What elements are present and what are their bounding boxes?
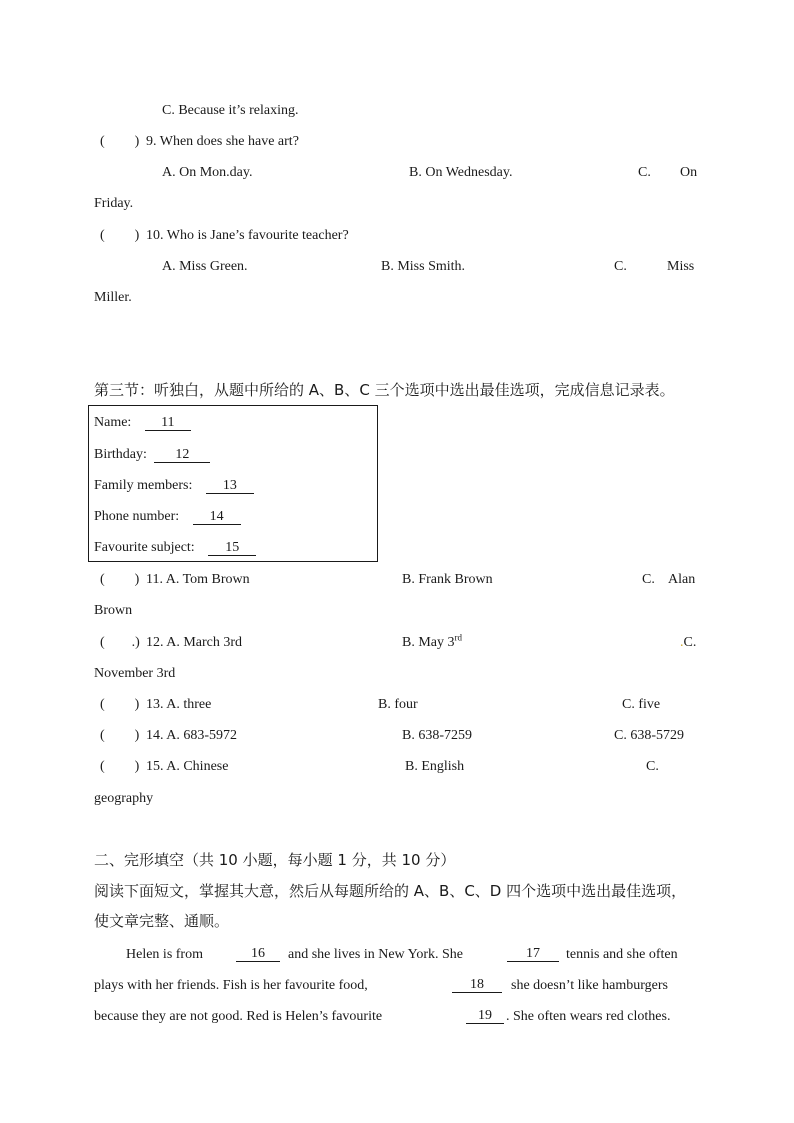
q15-option-b: B. English <box>405 759 465 774</box>
q13-stem: 13. A. three <box>146 697 212 712</box>
q9-option-a: A. On Mon.day. <box>162 165 253 180</box>
info-row-phone-number: Phone number: 14 <box>94 508 241 526</box>
part2-instruction-line2: 使文章完整、通顺。 <box>94 912 230 930</box>
info-row-birthday: Birthday: 12 <box>94 446 210 464</box>
q13-option-b: B. four <box>378 697 418 712</box>
q12-answer-paren[interactable]: ( .) <box>100 635 140 650</box>
blank-13[interactable]: 13 <box>206 478 254 494</box>
info-row-name: Name: 11 <box>94 414 191 432</box>
part2-instruction-line1: 阅读下面短文，掌握其大意，然后从每题所给的 A、B、C、D 四个选项中选出最佳选项， <box>94 882 687 900</box>
q15-option-c-letter: C. <box>646 759 659 774</box>
q10-option-c-word: Miss <box>667 259 695 274</box>
passage-line3-b: . She often wears red clothes. <box>506 1009 671 1024</box>
q14-stem: 14. A. 683-5972 <box>146 728 237 743</box>
q9-stem-line <box>100 133 299 151</box>
q12-option-c-wrap: November 3rd <box>94 666 176 681</box>
q11-stem: 11. A. Tom Brown <box>146 572 250 587</box>
stray-dot-mark: . <box>680 635 684 650</box>
q15-stem: 15. A. Chinese <box>146 759 229 774</box>
q13-stem-line <box>100 696 211 714</box>
q14-option-b: B. 638-7259 <box>402 728 472 743</box>
passage-line1-b: and she lives in New York. She <box>288 947 463 962</box>
q11-option-c-wrap: Brown <box>94 603 133 618</box>
q10-option-c-wrap: Miller. <box>94 290 132 305</box>
passage-line3-a: because they are not good. Red is Helen’s favourite <box>94 1009 383 1024</box>
q15-answer-paren[interactable]: ( ) <box>100 759 140 774</box>
q14-stem-line <box>100 727 237 745</box>
q11-option-c-letter: C. <box>642 572 655 587</box>
q8-option-c: C. Because it’s relaxing. <box>162 103 299 118</box>
q11-answer-paren[interactable]: ( ) <box>100 572 140 587</box>
q9-option-b: B. On Wednesday. <box>409 165 513 180</box>
q11-option-b: B. Frank Brown <box>402 572 493 587</box>
q12-stem: 12. A. March 3rd <box>146 635 243 650</box>
q11-option-c-word: Alan <box>668 572 696 587</box>
q10-stem-line <box>100 227 349 245</box>
q11-stem-line <box>100 571 250 589</box>
passage-line2-b: she doesn’t like hamburgers <box>511 978 668 993</box>
info-row-family-members: Family members: 13 <box>94 477 254 495</box>
q10-option-a: A. Miss Green. <box>162 259 248 274</box>
q9-answer-paren[interactable]: ( ) <box>100 134 140 149</box>
q12-stem-line <box>100 634 242 652</box>
blank-15[interactable]: 15 <box>208 540 256 556</box>
q13-answer-paren[interactable]: ( ) <box>100 697 140 712</box>
section3-heading: 第三节：听独白，从题中所给的 A、B、C 三个选项中选出最佳选项，完成信息记录表。 <box>94 381 675 399</box>
blank-12[interactable]: 12 <box>154 447 210 463</box>
blank-16[interactable]: 16 <box>236 946 280 962</box>
part2-heading: 二、完形填空（共 10 小题，每小题 1 分，共 10 分） <box>94 851 456 869</box>
q9-option-c-word: On <box>680 165 698 180</box>
blank-19[interactable]: 19 <box>466 1008 504 1024</box>
q10-option-c-letter: C. <box>614 259 627 274</box>
q14-answer-paren[interactable]: ( ) <box>100 728 140 743</box>
q12-option-b-superscript: rd <box>454 632 462 643</box>
blank-18[interactable]: 18 <box>452 977 502 993</box>
blank-11[interactable]: 11 <box>145 415 191 431</box>
q14-option-c: C. 638-5729 <box>614 728 684 743</box>
q10-stem: 10. Who is Jane’s favourite teacher? <box>146 228 349 243</box>
q10-option-b: B. Miss Smith. <box>381 259 466 274</box>
q10-answer-paren[interactable]: ( ) <box>100 228 140 243</box>
passage-line2-a: plays with her friends. Fish is her favourite food, <box>94 978 368 993</box>
blank-17[interactable]: 17 <box>507 946 559 962</box>
q12-option-c-letter: .C. <box>680 635 697 650</box>
q15-stem-line <box>100 758 228 776</box>
passage-line1-a: Helen is from <box>126 947 203 962</box>
q9-option-c-letter: C. <box>638 165 651 180</box>
info-row-favourite-subject: Favourite subject: 15 <box>94 539 256 557</box>
q15-option-c-wrap: geography <box>94 791 154 806</box>
blank-14[interactable]: 14 <box>193 509 241 525</box>
q9-option-c-wrap: Friday. <box>94 196 134 211</box>
passage-line1-c: tennis and she often <box>566 947 678 962</box>
q12-option-b: B. May 3rd <box>402 632 462 650</box>
q13-option-c: C. five <box>622 697 661 712</box>
q9-stem: 9. When does she have art? <box>146 134 299 149</box>
